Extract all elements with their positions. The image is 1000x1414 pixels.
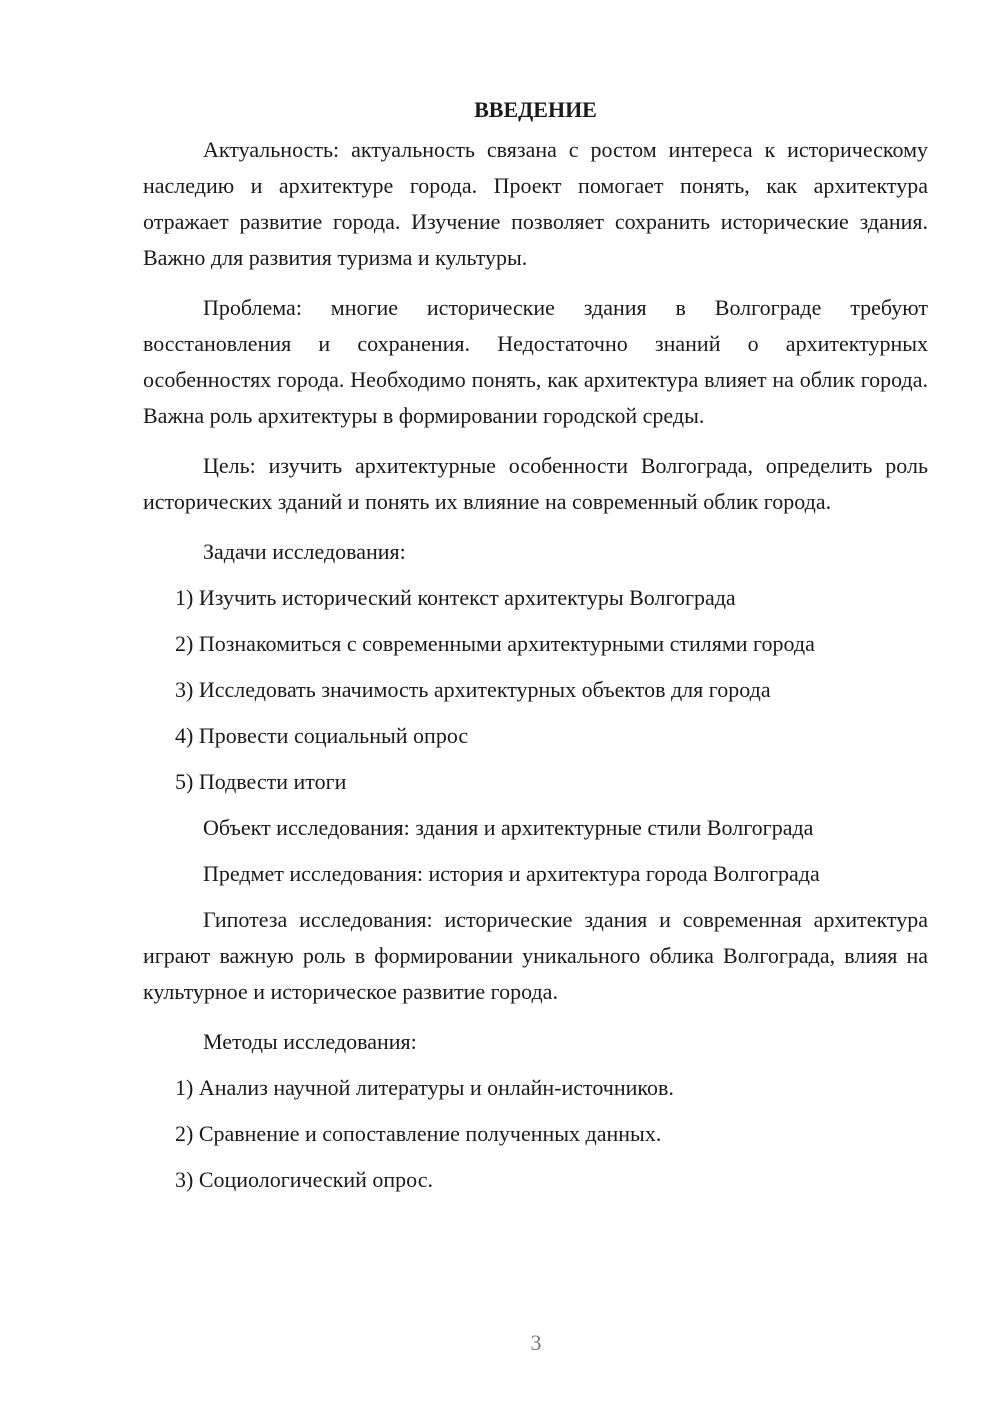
methods-heading: Методы исследования: xyxy=(203,1029,417,1054)
methods-list xyxy=(143,1070,928,1198)
problem-paragraph: Проблема: многие исторические здания в Волгограде требуют восстановления и сохранения. Недостаточно знаний о архитектурных особенностях города. Необходимо понять, как архитектура влияет на облик города. Важна роль архитектуры в формировании городской среды. xyxy=(143,295,928,428)
list-item: 3) Социологический опрос. xyxy=(175,1167,433,1192)
subject-line: Предмет исследования: история и архитектура города Волгограда xyxy=(203,861,820,886)
goal-paragraph: Цель: изучить архитектурные особенности Волгограда, определить роль исторических зданий и понять их влияние на современный облик города. xyxy=(143,453,928,514)
list-item: 2) Сравнение и сопоставление полученных данных. xyxy=(175,1121,662,1146)
list-item: 2) Познакомиться с современными архитектурными стилями города xyxy=(175,631,815,656)
list-item: 1) Анализ научной литературы и онлайн-источников. xyxy=(175,1075,674,1100)
object-line: Объект исследования: здания и архитектурные стили Волгограда xyxy=(203,815,814,840)
list-item: 3) Исследовать значимость архитектурных объектов для города xyxy=(175,677,771,702)
tasks-heading: Задачи исследования: xyxy=(203,539,406,564)
section-title: ВВЕДЕНИЕ xyxy=(474,97,597,122)
list-item: 1) Изучить исторический контекст архитектуры Волгограда xyxy=(175,585,736,610)
page-number: 3 xyxy=(530,1330,542,1355)
list-item: 5) Подвести итоги xyxy=(175,769,347,794)
document-page xyxy=(143,92,928,1198)
tasks-list xyxy=(143,580,928,800)
relevance-paragraph: Актуальность: актуальность связана с ростом интереса к историческому наследию и архитектуре города. Проект помогает понять, как архитектура отражает развитие города. Изучение позволяет сохранить исторические здания. Важно для развития туризма и культуры. xyxy=(143,137,928,270)
hypothesis-paragraph: Гипотеза исследования: исторические здания и современная архитектура играют важную роль в формировании уникального облика Волгограда, влияя на культурное и историческое развитие города. xyxy=(143,907,928,1004)
list-item: 4) Провести социальный опрос xyxy=(175,723,469,748)
